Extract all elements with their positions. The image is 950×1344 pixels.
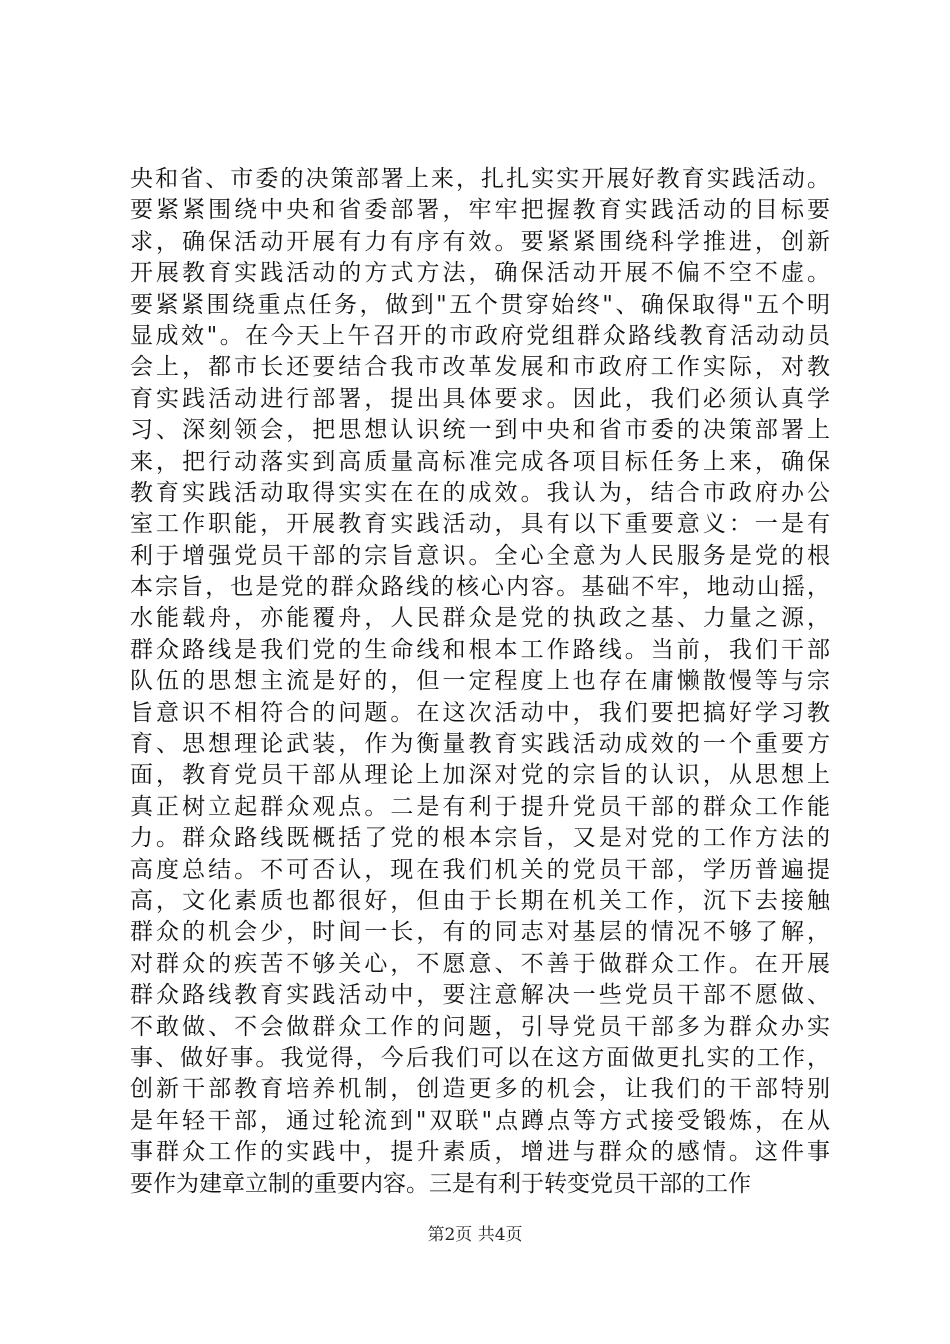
page-footer: 第2页 共4页 xyxy=(427,1225,523,1245)
text-line: 来，把行动落实到高质量高标准完成各项目标任务上来，确保 xyxy=(130,448,830,475)
text-line: 央和省、市委的决策部署上来，扎扎实实开展好教育实践活动。 xyxy=(130,166,830,192)
body-text xyxy=(130,164,830,1200)
text-line: 创新干部教育培养机制，创造更多的机会，让我们的干部特别 xyxy=(130,1076,830,1103)
text-line: 显成效"。在今天上午召开的市政府党组群众路线教育活动动员 xyxy=(130,322,830,349)
text-line: 本宗旨，也是党的群众路线的核心内容。基础不牢，地动山摇， xyxy=(130,574,830,601)
text-line: 事、做好事。我觉得，今后我们可以在这方面做更扎实的工作， xyxy=(130,1044,830,1071)
text-line: 群众路线教育实践活动中，要注意解决一些党员干部不愿做、 xyxy=(130,982,830,1009)
text-line: 高度总结。不可否认，现在我们机关的党员干部，学历普遍提 xyxy=(130,856,830,883)
text-line: 要紧紧围绕中央和省委部署，牢牢把握教育实践活动的目标要 xyxy=(130,197,830,224)
text-line: 是年轻干部，通过轮流到"双联"点蹲点等方式接受锻炼，在从 xyxy=(130,1107,830,1134)
text-line: 要作为建章立制的重要内容。三是有利于转变党员干部的工作 xyxy=(130,1170,751,1197)
text-line: 旨意识不相符合的问题。在这次活动中，我们要把搞好学习教 xyxy=(130,699,830,726)
text-line: 对群众的疾苦不够关心，不愿意、不善于做群众工作。在开展 xyxy=(130,950,830,977)
text-line: 利于增强党员干部的宗旨意识。全心全意为人民服务是党的根 xyxy=(130,542,830,569)
text-line: 事群众工作的实践中，提升素质，增进与群众的感情。这件事 xyxy=(130,1139,830,1166)
text-line: 面，教育党员干部从理论上加深对党的宗旨的认识，从思想上 xyxy=(130,762,830,789)
text-line: 队伍的思想主流是好的，但一定程度上也存在庸懒散慢等与宗 xyxy=(130,668,830,695)
text-line: 习、深刻领会，把思想认识统一到中央和省市委的决策部署上 xyxy=(130,417,830,444)
text-line: 真正树立起群众观点。二是有利于提升党员干部的群众工作能 xyxy=(130,793,830,820)
text-line: 教育实践活动取得实实在在的成效。我认为，结合市政府办公 xyxy=(130,479,830,506)
text-line: 会上，都市长还要结合我市改革发展和市政府工作实际，对教 xyxy=(130,354,830,381)
text-line: 开展教育实践活动的方式方法，确保活动开展不偏不空不虚。 xyxy=(130,260,830,287)
text-line: 室工作职能，开展教育实践活动，具有以下重要意义：一是有 xyxy=(130,511,830,538)
text-line: 要紧紧围绕重点任务，做到"五个贯穿始终"、确保取得"五个明 xyxy=(130,291,830,318)
text-line: 育、思想理论武装，作为衡量教育实践活动成效的一个重要方 xyxy=(130,731,830,758)
text-line: 群众路线是我们党的生命线和根本工作路线。当前，我们干部 xyxy=(130,636,830,663)
text-line: 不敢做、不会做群众工作的问题，引导党员干部多为群众办实 xyxy=(130,1013,830,1040)
text-line: 力。群众路线既概括了党的根本宗旨，又是对党的工作方法的 xyxy=(130,825,830,852)
text-line: 高，文化素质也都很好，但由于长期在机关工作，沉下去接触 xyxy=(130,887,830,914)
text-line: 群众的机会少，时间一长，有的同志对基层的情况不够了解， xyxy=(130,919,830,946)
text-line: 育实践活动进行部署，提出具体要求。因此，我们必须认真学 xyxy=(130,385,830,412)
text-line: 水能载舟，亦能覆舟，人民群众是党的执政之基、力量之源， xyxy=(130,605,830,632)
text-line: 求，确保活动开展有力有序有效。要紧紧围绕科学推进，创新 xyxy=(130,228,830,255)
